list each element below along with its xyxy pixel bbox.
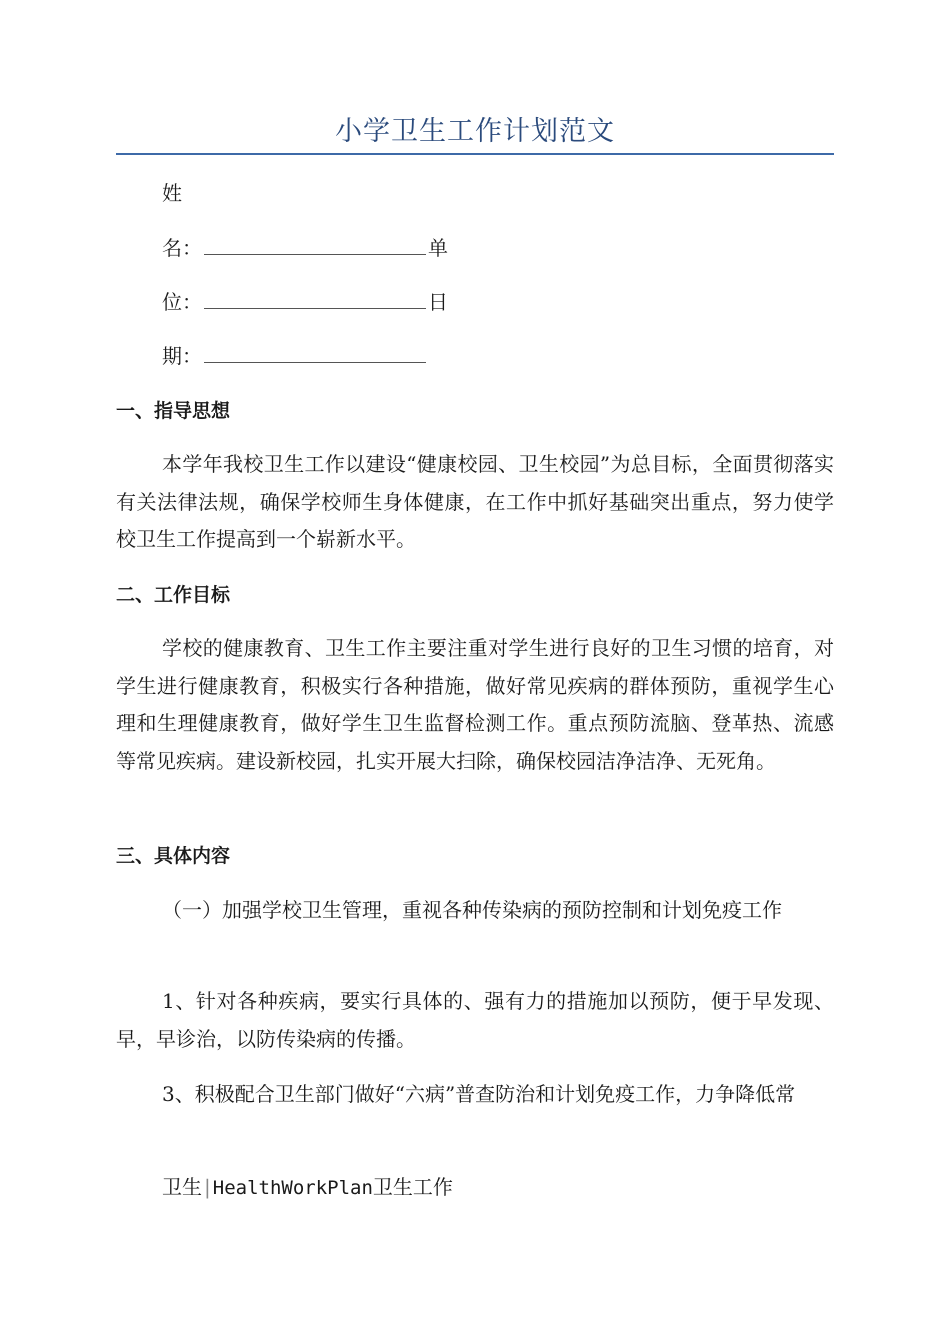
footer-middle-text: HealthWorkPlan bbox=[212, 1177, 373, 1199]
form-unit-prefix: 单 bbox=[428, 236, 448, 260]
list-item-1: 1、针对各种疾病，要实行具体的、强有力的措施加以预防，便于早发现、早，早诊治，以防传染病的传播。 bbox=[116, 989, 834, 1051]
date-blank-field[interactable] bbox=[204, 340, 426, 363]
unit-blank-field[interactable] bbox=[204, 286, 426, 309]
title-underline bbox=[116, 153, 834, 155]
subsection-heading-health-management: （一）加强学校卫生管理，重视各种传染病的预防控制和计划免疫工作 bbox=[162, 898, 782, 922]
form-line-surname bbox=[162, 174, 882, 212]
form-name-label: 名： bbox=[162, 236, 202, 260]
page-title: 小学卫生工作计划范文 bbox=[335, 116, 615, 147]
section-heading-specific-content: 三、具体内容 bbox=[116, 845, 231, 867]
list-item-3: 3、积极配合卫生部门做好“六病”普查防治和计划免疫工作，力争降低常 bbox=[162, 1082, 796, 1106]
section-paragraph-work-goals: 学校的健康教育、卫生工作主要注重对学生进行良好的卫生习惯的培育，对学生进行健康教育，积极实行各种措施，做好常见疾病的群体预防，重视学生心理和生理健康教育，做好学生卫生监督检测工作。重点预防流脑、登革热、流感等常见疾病。建设新校园，扎实开展大扫除，确保校园洁净洁净、无死角。 bbox=[116, 636, 834, 773]
section-heading-guiding-ideology: 一、指导思想 bbox=[116, 400, 231, 422]
footer-right-text: 卫生工作 bbox=[372, 1175, 453, 1199]
form-date-prefix: 日 bbox=[428, 290, 448, 314]
form-line-name bbox=[162, 229, 882, 267]
footer-left-text: 卫生 bbox=[162, 1175, 202, 1199]
form-line-date bbox=[162, 337, 882, 375]
form-unit-label: 位： bbox=[162, 290, 202, 314]
form-surname-label: 姓 bbox=[162, 181, 182, 205]
name-blank-field[interactable] bbox=[204, 232, 426, 255]
form-line-unit bbox=[162, 283, 882, 321]
section-heading-work-goals: 二、工作目标 bbox=[116, 584, 231, 606]
footer-line bbox=[162, 1168, 882, 1207]
footer-separator: | bbox=[204, 1175, 211, 1199]
form-date-label: 期： bbox=[162, 344, 202, 368]
section-paragraph-guiding-ideology: 本学年我校卫生工作以建设“健康校园、卫生校园”为总目标，全面贯彻落实有关法律法规，确保学校师生身体健康，在工作中抓好基础突出重点，努力使学校卫生工作提高到一个崭新水平。 bbox=[116, 452, 834, 551]
